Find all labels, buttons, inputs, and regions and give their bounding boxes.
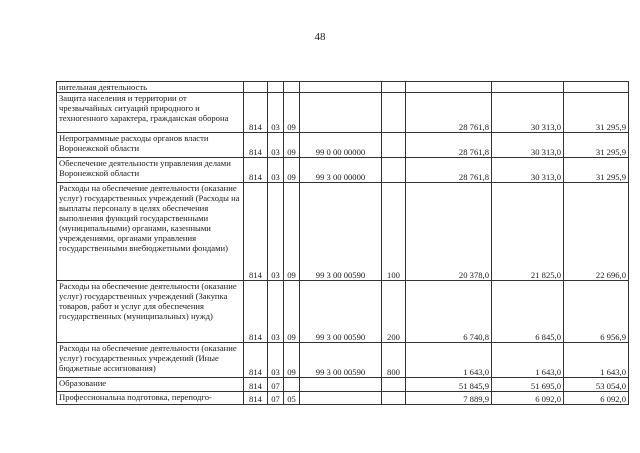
csr-cell — [300, 378, 382, 392]
table-row — [57, 158, 629, 183]
csr-cell: 99 3 00 00590 — [300, 183, 382, 281]
rz-cell: 03 — [268, 183, 284, 281]
amount-year1: 28 761,8 — [406, 93, 492, 133]
amount-year3: 6 092,0 — [564, 392, 629, 405]
amount-year3: 22 696,0 — [564, 183, 629, 281]
amount-year3: 53 054,0 — [564, 378, 629, 392]
ved-cell: 814 — [244, 158, 268, 183]
row-name: Расходы на обеспечение деятельности (оказание услуг) государственных учреждений (Закупка товаров, работ и услуг для обеспечения государственных (муниципальных) нужд) — [57, 281, 244, 343]
vr-cell — [382, 93, 406, 133]
vr-cell — [382, 133, 406, 158]
amount-year1: 28 761,8 — [406, 158, 492, 183]
amount-year2: 6 092,0 — [492, 392, 564, 405]
amount-year1: 28 761,8 — [406, 133, 492, 158]
csr-cell: 99 0 00 00000 — [300, 133, 382, 158]
csr-cell: 99 3 00 00000 — [300, 158, 382, 183]
csr-cell: 99 3 00 00590 — [300, 343, 382, 378]
amount-year2: 30 313,0 — [492, 158, 564, 183]
amount-year2: 30 313,0 — [492, 133, 564, 158]
amount-year3: 31 295,9 — [564, 158, 629, 183]
table-row — [57, 82, 629, 93]
amount-year1: 1 643,0 — [406, 343, 492, 378]
row-name: Обеспечение деятельности управления делами Воронежской области — [57, 158, 244, 183]
table-row — [57, 133, 629, 158]
amount-year1: 51 845,9 — [406, 378, 492, 392]
vr-cell — [382, 82, 406, 93]
pr-cell: 05 — [284, 392, 300, 405]
pr-cell — [284, 82, 300, 93]
row-name: Расходы на обеспечение деятельности (оказание услуг) государственных учреждений (Расходы на выплаты персоналу в целях обеспечения выполнения функций государственными (муниципальными) органами, казенными учреждениями, органами управления государственными внебюджетными фондами) — [57, 183, 244, 281]
amount-year2: 30 313,0 — [492, 93, 564, 133]
table-row — [57, 93, 629, 133]
rz-cell: 03 — [268, 133, 284, 158]
ved-cell: 814 — [244, 378, 268, 392]
amount-year2: 51 695,0 — [492, 378, 564, 392]
pr-cell: 09 — [284, 343, 300, 378]
ved-cell: 814 — [244, 392, 268, 405]
csr-cell: 99 3 00 00590 — [300, 281, 382, 343]
ved-cell: 814 — [244, 183, 268, 281]
row-name: Непрограммные расходы органов власти Воронежской области — [57, 133, 244, 158]
amount-year3: 31 295,9 — [564, 93, 629, 133]
table-row — [57, 343, 629, 378]
ved-cell: 814 — [244, 133, 268, 158]
amount-year3: 31 295,9 — [564, 133, 629, 158]
rz-cell: 03 — [268, 343, 284, 378]
row-name: Расходы на обеспечение деятельности (оказание услуг) государственных учреждений (Иные бюджетные ассигнования) — [57, 343, 244, 378]
ved-cell — [244, 82, 268, 93]
amount-year2 — [492, 82, 564, 93]
amount-year3 — [564, 82, 629, 93]
table-row — [57, 281, 629, 343]
csr-cell — [300, 392, 382, 405]
pr-cell — [284, 378, 300, 392]
rz-cell: 03 — [268, 281, 284, 343]
amount-year2: 6 845,0 — [492, 281, 564, 343]
rz-cell: 07 — [268, 378, 284, 392]
rz-cell: 07 — [268, 392, 284, 405]
pr-cell: 09 — [284, 93, 300, 133]
vr-cell: 200 — [382, 281, 406, 343]
amount-year2: 1 643,0 — [492, 343, 564, 378]
csr-cell — [300, 82, 382, 93]
amount-year3: 1 643,0 — [564, 343, 629, 378]
row-name: нительная деятельность — [57, 82, 244, 93]
pr-cell: 09 — [284, 133, 300, 158]
ved-cell: 814 — [244, 281, 268, 343]
vr-cell: 100 — [382, 183, 406, 281]
table-row — [57, 183, 629, 281]
pr-cell: 09 — [284, 183, 300, 281]
rz-cell: 03 — [268, 158, 284, 183]
ved-cell: 814 — [244, 343, 268, 378]
budget-table — [56, 81, 629, 405]
table-row — [57, 392, 629, 405]
vr-cell — [382, 378, 406, 392]
ved-cell: 814 — [244, 93, 268, 133]
pr-cell: 09 — [284, 281, 300, 343]
amount-year1: 6 740,8 — [406, 281, 492, 343]
page-number: 48 — [314, 31, 326, 43]
row-name: Профессиональна подготовка, переподго- — [57, 392, 244, 405]
row-name: Образование — [57, 378, 244, 392]
vr-cell — [382, 392, 406, 405]
amount-year3: 6 956,9 — [564, 281, 629, 343]
amount-year2: 21 825,0 — [492, 183, 564, 281]
vr-cell: 800 — [382, 343, 406, 378]
table-row — [57, 378, 629, 392]
amount-year1: 7 889,9 — [406, 392, 492, 405]
amount-year1 — [406, 82, 492, 93]
pr-cell: 09 — [284, 158, 300, 183]
amount-year1: 20 378,0 — [406, 183, 492, 281]
vr-cell — [382, 158, 406, 183]
rz-cell — [268, 82, 284, 93]
row-name: Защита населения и территории от чрезвычайных ситуаций природного и техногенного характера, гражданская оборона — [57, 93, 244, 133]
csr-cell — [300, 93, 382, 133]
rz-cell: 03 — [268, 93, 284, 133]
